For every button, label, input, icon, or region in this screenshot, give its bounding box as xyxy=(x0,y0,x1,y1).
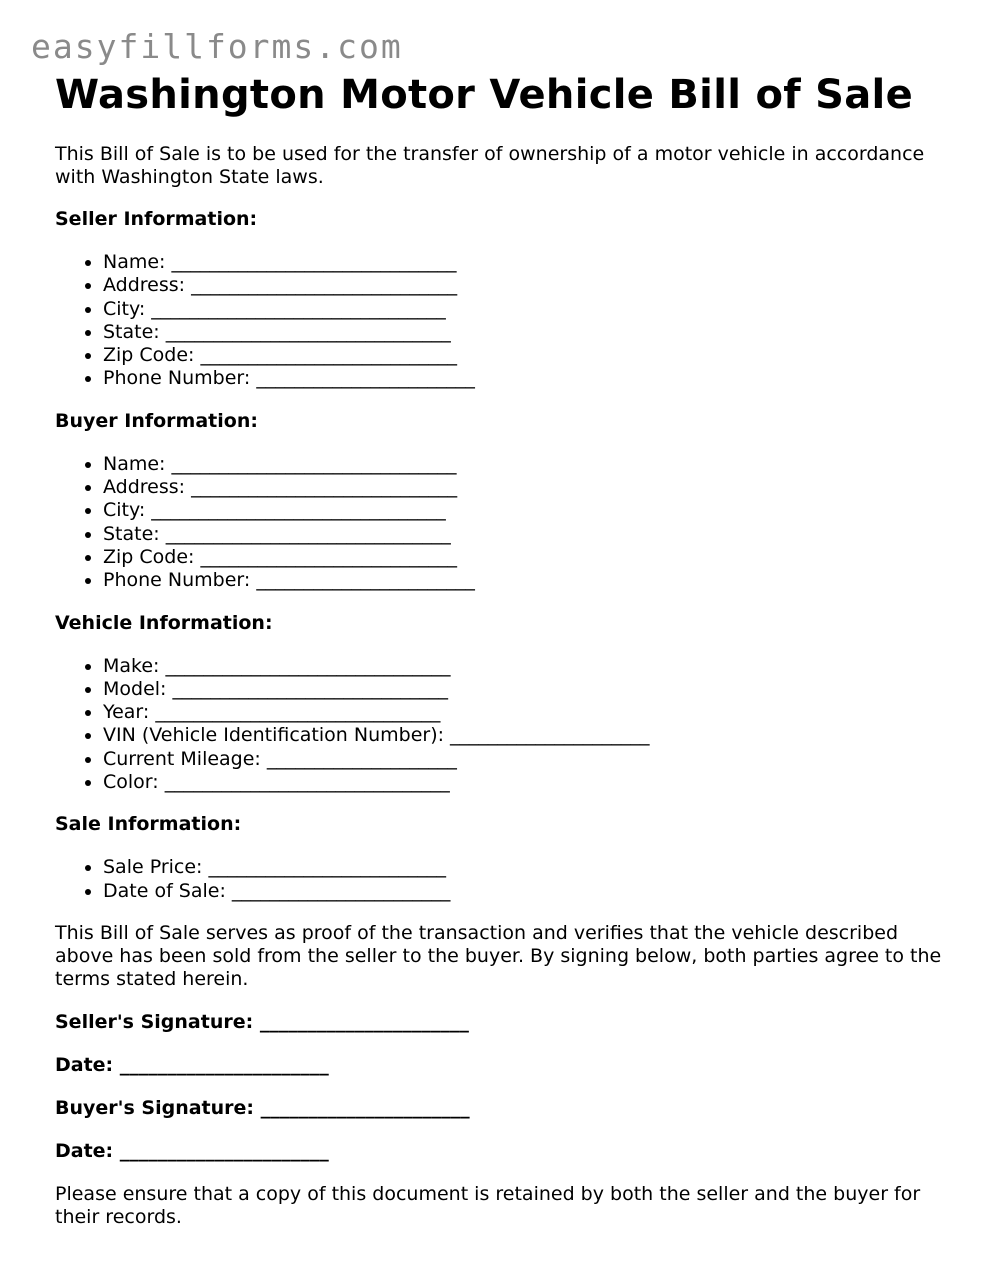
sale-fields-list xyxy=(55,856,955,903)
closing-paragraph: This Bill of Sale serves as proof of the transaction and verifies that the vehicle described above has been sold from the seller to the buyer. By signing below, both parties agree to the terms stated herein. xyxy=(55,921,942,990)
buyer-date-field[interactable]: Date: ______________________ xyxy=(55,1139,329,1162)
buyer-heading: Buyer Information: xyxy=(55,409,258,432)
buyer-phone-field[interactable]: • Phone Number: _______________________ xyxy=(103,569,955,592)
seller-state-field[interactable]: • State: ______________________________ xyxy=(103,321,955,344)
sale-heading: Sale Information: xyxy=(55,813,242,836)
buyer-state-field[interactable]: • State: ______________________________ xyxy=(103,523,955,546)
vehicle-vin-field[interactable]: • VIN (Vehicle Identification Number): _____________________ xyxy=(103,724,955,747)
sale-date-field[interactable]: • Date of Sale: _______________________ xyxy=(103,880,955,903)
seller-heading: Seller Information: xyxy=(55,208,258,230)
seller-signature-field[interactable]: Seller's Signature: ______________________ xyxy=(55,1010,469,1033)
intro-paragraph: This Bill of Sale is to be used for the transfer of ownership of a motor vehicle in accordance with Washington State laws. xyxy=(55,143,925,188)
document-page xyxy=(55,72,955,1229)
sale-price-field[interactable]: • Sale Price: _________________________ xyxy=(103,856,955,879)
seller-zip-field[interactable]: • Zip Code: ___________________________ xyxy=(103,344,955,367)
seller-name-field[interactable]: • Name: ______________________________ xyxy=(103,251,955,274)
vehicle-make-field[interactable]: • Make: ______________________________ xyxy=(103,655,955,678)
buyer-address-field[interactable]: • Address: ____________________________ xyxy=(103,476,955,499)
page-title: Washington Motor Vehicle Bill of Sale xyxy=(55,72,913,118)
vehicle-heading: Vehicle Information: xyxy=(55,611,273,634)
buyer-zip-field[interactable]: • Zip Code: ___________________________ xyxy=(103,546,955,569)
vehicle-color-field[interactable]: • Color: ______________________________ xyxy=(103,771,955,794)
vehicle-mileage-field[interactable]: • Current Mileage: ____________________ xyxy=(103,748,955,771)
buyer-fields-list xyxy=(55,453,955,593)
seller-date-field[interactable]: Date: ______________________ xyxy=(55,1053,329,1076)
vehicle-year-field[interactable]: • Year: ______________________________ xyxy=(103,701,955,724)
watermark: easyfillforms.com xyxy=(31,27,403,66)
vehicle-model-field[interactable]: • Model: _____________________________ xyxy=(103,678,955,701)
seller-address-field[interactable]: • Address: ____________________________ xyxy=(103,274,955,297)
seller-fields-list xyxy=(55,251,955,391)
buyer-city-field[interactable]: • City: _______________________________ xyxy=(103,499,955,522)
vehicle-fields-list xyxy=(55,655,955,795)
seller-city-field[interactable]: • City: _______________________________ xyxy=(103,298,955,321)
final-note: Please ensure that a copy of this document is retained by both the seller and the buyer for their records. xyxy=(55,1182,921,1228)
buyer-signature-field[interactable]: Buyer's Signature: ______________________ xyxy=(55,1096,470,1119)
seller-phone-field[interactable]: • Phone Number: _______________________ xyxy=(103,367,955,390)
buyer-name-field[interactable]: • Name: ______________________________ xyxy=(103,453,955,476)
